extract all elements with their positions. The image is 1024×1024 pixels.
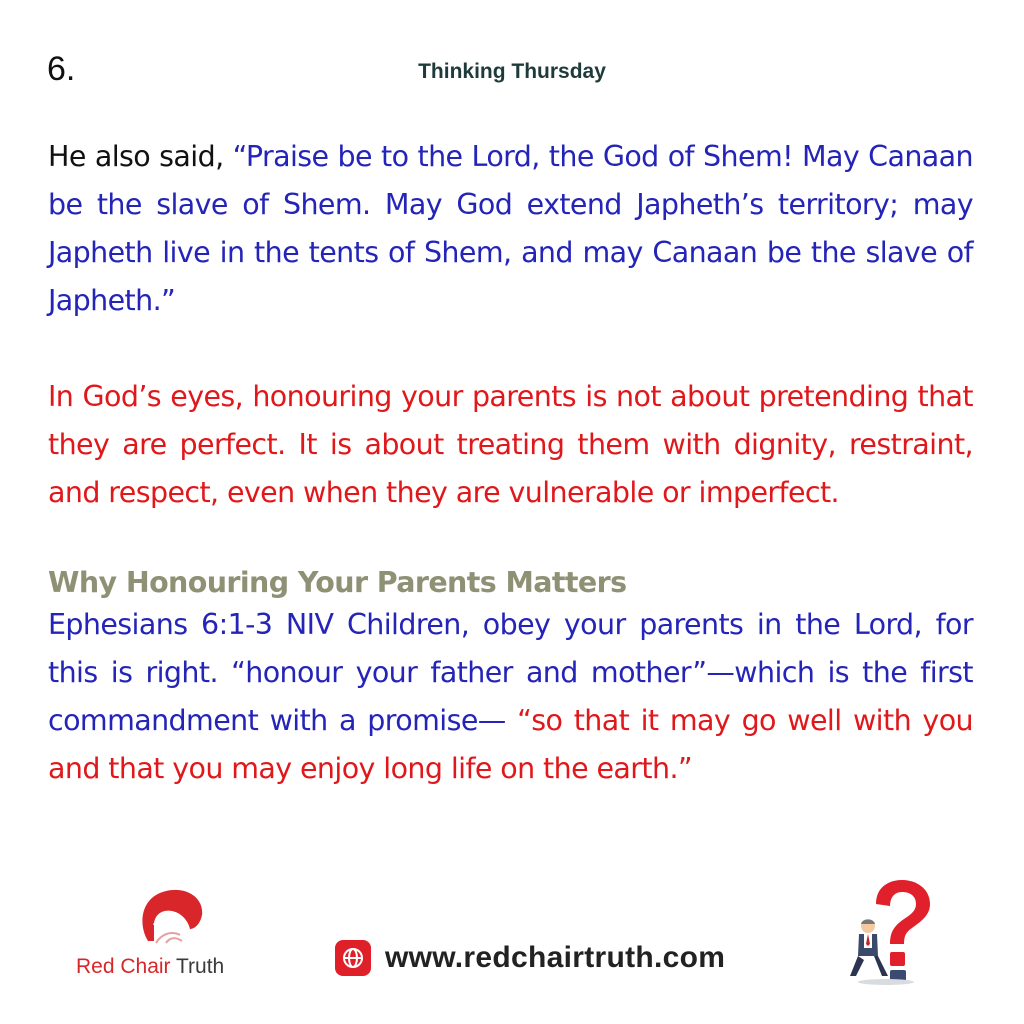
ephesians-red-text: “so that it may go well with you and that you may enjoy long life on the earth.” (48, 704, 973, 785)
series-title: Thinking Thursday (418, 60, 606, 83)
scripture-quote: “Praise be to the Lord, the God of Shem! May Canaan be the slave of Shem. May God extend Japheth’s territory; may Japheth live in the tents of Shem, and may Canaan be the slave of Japheth.” (48, 140, 974, 317)
ephesians-blue-text: Ephesians 6:1-3 NIV Children, obey your parents in the Lord, for this is right. “honour your father and mother”—which is the first commandment with a promise— (48, 608, 973, 737)
ephesians-passage (48, 601, 973, 793)
website-link[interactable] (335, 936, 725, 980)
logo-text: Red Chair Truth (76, 955, 225, 978)
scripture-intro: He also said, (48, 140, 233, 173)
commentary-paragraph: In God’s eyes, honouring your parents is not about pretending that they are perfect. It is about treating them with dignity, restraint, and respect, even when they are vulnerable or imperfect. (48, 380, 973, 509)
main-content (48, 133, 973, 793)
question-mark-person-icon (846, 876, 936, 986)
section-heading: Why Honouring Your Parents Matters (48, 566, 627, 599)
page-number: 6. (47, 50, 76, 88)
scripture-paragraph (48, 133, 973, 325)
red-chair-icon (132, 885, 208, 947)
website-url[interactable]: www.redchairtruth.com (385, 941, 726, 974)
globe-icon (335, 940, 371, 976)
red-chair-truth-logo[interactable] (76, 885, 266, 985)
